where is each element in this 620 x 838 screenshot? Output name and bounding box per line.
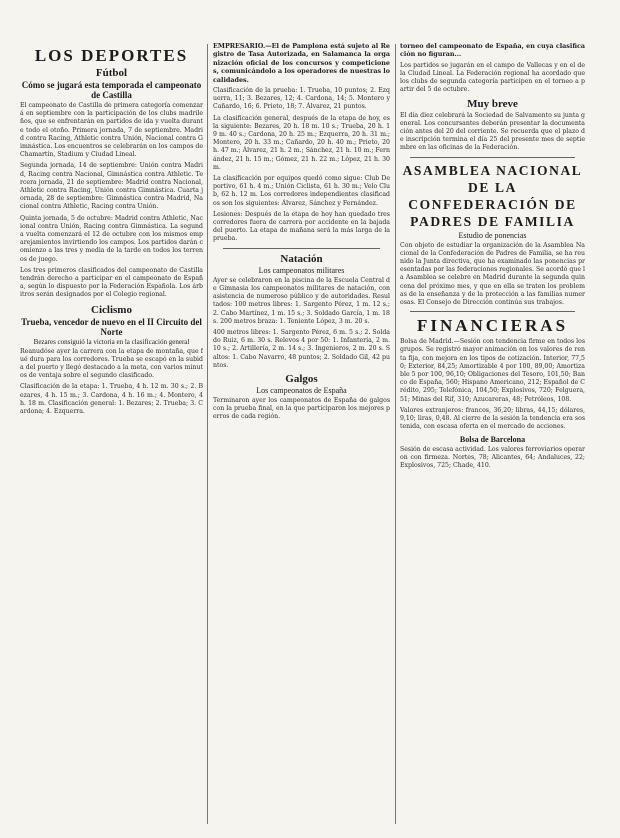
article-paragraph: El campeonato de Castilla de primera categoría comenzará en septiembre con la participación de los clubs madrileños, que se enfrentarán en partidos de ida y vuelta durante todo el otoño. Primera jornada, 7 de septiembre. Madrid contra Racing, Athletic contra Unión, Nacional contra Gimnástica. Los encuentros se celebrarán en los campos de Chamartín, Stadium y Ciudad Lineal. [20, 102, 203, 159]
article-paragraph: Clasificación de la etapa: 1. Trueba, 4 h. 12 m. 30 s.; 2. Bezares, 4 h. 15 m.; 3. Cardona, 4 h. 16 m.; 4. Montero, 4 h. 18 m. Clasificación general: 1. Bezares; 2. Trueba; 3. Cardona; 4. Ezquerra. [20, 383, 203, 416]
subsection-title: Natación [280, 252, 323, 265]
article-paragraph: Reanudóse ayer la carrera con la etapa de montaña, que fué dura para los corredores. Trueba se escapó en la subida del puerto y llegó destacado a la meta, con varios minutos de ventaja sobre el segundo clasificado. [20, 347, 203, 380]
article-paragraph: Segunda jornada, 14 de septiembre: Unión contra Madrid, Racing contra Nacional, Gimnástica contra Athletic. Tercera jornada, 21 de septiembre: Madrid contra Nacional, Athletic contra Racing, Unión contra Gimnástica. Cuarta jornada, 28 de septiembre: Gimnástica contra Madrid, Nacional contra Athletic, Racing contra Unión. [20, 162, 203, 211]
subsection-title: Fútbol [95, 67, 128, 79]
subsection-title: Ciclismo [91, 303, 132, 316]
article-paragraph: La clasificación general, después de la etapa de hoy, es la siguiente: Bezares, 20 h. 18 m. 10 s.; Trueba, 20 h. 19 m. 40 s.; Cardona, 20 h. 25 m.; Ezquerra, 20 h. 31 m.; Montero, 20 h. 33 m.; Cañardo, 20 h. 40 m.; Prieto, 20 h. 47 m.; Álvarez, 21 h. 2 m.; Sánchez, 21 h. 10 m.; Fernández, 21 h. 15 m.; Gómez, 21 h. 22 m.; López, 21 h. 30 m. [213, 114, 390, 171]
column-rule [395, 44, 396, 824]
article-paragraph: Valores extranjeros: francos, 36,20; libras, 44,15; dólares, 9,10; liras, 0,48. Al cierre de la sesión la tendencia era sostenida, con escasa oferta en el mercado de acciones. [400, 406, 585, 431]
article-paragraph: Con objeto de estudiar la organización de la Asamblea Nacional de la Confederación de Padres de Familia, se ha reunido la Junta directiva, que ha examinado las ponencias presentadas por las federaciones regionales. Se acordó que la Asamblea se celebre en Madrid durante la segunda quincena del próximo mes, y que en ella se traten los problemas de la enseñanza y de la protección a las familias numerosas. El Consejo de Dirección continúa sus trabajos. [400, 241, 585, 307]
column-rule [207, 44, 208, 824]
article-paragraph: Bolsa de Madrid.—Sesión con tendencia firme en todos los grupos. Se registró mayor animación en los valores de renta fija, con mejora en los tipos de cotización. Interior, 77,50; Exterior, 84,25; Amortizable 4 por 100, 89,00; Amortizable 5 por 100, 96,10; Obligaciones del Tesoro, 101,50; Banco de España, 560; Hispano Americano, 212; Español de Crédito, 295; Telefónica, 104,50; Explosivos, 720; Felguera, 51; Minas del Rif, 310; Azucareras, 48; Petróleos, 108. [400, 338, 585, 403]
article-paragraph: 400 metros libres: 1. Sargento Pérez, 6 m. 5 s.; 2. Soldado Ruiz, 6 m. 30 s. Relevos 4 por 50: 1. Infantería, 2 m. 10 s.; 2. Artillería, 2 m. 14 s.; 3. Ingenieros, 2 m. 20 s. Saltos: 1. Cabo Navarro, 48 puntos; 2. Soldado Gil, 42 puntos. [213, 328, 390, 369]
article-paragraph: Ayer se celebraron en la piscina de la Escuela Central de Gimnasia los campeonatos militares de natación, con asistencia de numeroso público y de autoridades. Resultados: 100 metros libres: 1. Sargento Pérez, 1 m. 12 s.; 2. Cabo Martínez, 1 m. 15 s.; 3. Soldado García, 1 m. 18 s. 200 metros braza: 1. Teniente López, 3 m. 20 s. [213, 276, 390, 325]
divider [223, 248, 380, 249]
subheadline: Bezares consiguió la victoria en la clasificación general [33, 337, 190, 346]
article-paragraph: El día diez celebrará la Sociedad de Salvamento su junta general. Los concursantes deberán presentar la documentación antes del 20 del corriente. Se recuerda que el plazo de inscripción termina el día 25 del presente mes de septiembre en las oficinas de la Federación. [400, 111, 585, 152]
article-paragraph: Quinta jornada, 5 de octubre: Madrid contra Athletic, Nacional contra Unión, Racing contra Gimnástica. La segunda vuelta comenzará el 12 de octubre con los mismos emparejamientos invirtiendo los campos. Los partidos darán comienzo a las tres y media de la tarde en todos los terrenos de juego. [20, 214, 203, 263]
column-sports [20, 42, 203, 827]
subsection-title: Galgos [285, 372, 318, 385]
section-title: FINANCIERAS [416, 316, 569, 336]
section-title: LOS DEPORTES [34, 46, 189, 65]
article-paragraph: Los partidos se jugarán en el campo de Vallecas y en el de la Ciudad Lineal. La Federación regional ha acordado que los clubs de segunda categoría participen en el torneo a partir del 5 de octubre. [400, 61, 585, 94]
subsection-title: Bolsa de Barcelona [459, 434, 526, 444]
headline: Los campeonatos militares [258, 265, 345, 275]
article-paragraph: Clasificación de la prueba: 1. Trueba, 10 puntos; 2. Ezquerra, 11; 3. Bezares, 12; 4. Cardona, 14; 5. Montero y Cañardo, 16; 6. Prieto, 18; 7. Álvarez, 21 puntos. [213, 87, 390, 111]
headline: Trueba, vencedor de nuevo en el II Circuito del Norte [21, 316, 202, 337]
article-paragraph: Los tres primeros clasificados del campeonato de Castilla tendrán derecho a participar en el campeonato de España, según lo dispuesto por la Federación Española. Los árbitros serán designados por el Colegio regional. [20, 266, 203, 299]
article-paragraph: Terminaron ayer los campeonatos de España de galgos con la prueba final, en la que participaron los mejores perros de cada región. [213, 396, 390, 421]
headline: Los campeonatos de España [256, 385, 347, 395]
column-news-finance [400, 42, 585, 827]
lead-paragraph: torneo del campeonato de España, en cuya clasificación no figuran... [400, 42, 585, 59]
divider [410, 157, 575, 158]
subsection-title: Muy breve [467, 97, 518, 110]
article-paragraph: Sesión de escasa actividad. Los valores ferroviarios operaron con firmeza. Nortes, 78; Alicantes, 64; Andaluces, 22; Explosivos, 725; Chade, 410. [400, 445, 585, 469]
lead-paragraph: EMPRESARIO.—El de Pamplona está sujeto al Registro de Tasa Autorizada, en Salamanca la organización oficial de los concursos y competiciones, comunicándolo a los operadores de nuestras localidades. [213, 42, 390, 84]
divider [410, 311, 575, 312]
article-paragraph: La clasificación por equipos quedó como sigue: Club Deportivo, 61 h. 4 m.; Unión Ciclista, 61 h. 30 m.; Velo Club, 62 h. 12 m. Los corredores independientes clasificados son los siguientes: Álvarez, Sánchez y Fernández. [213, 175, 390, 207]
column-sports-continued [213, 42, 390, 827]
subheadline: Estudio de ponencias [458, 230, 527, 240]
article-paragraph: Lesiones: Después de la etapa de hoy han quedado tres corredores fuera de carrera por accidente en la bajada del puerto. La etapa de mañana será la más larga de la prueba. [213, 210, 390, 243]
headline: Cómo se jugará esta temporada el campeonato de Castilla [21, 80, 202, 100]
section-title: ASAMBLEA NACIONAL DE LA CONFEDERACIÓN DE PADRES DE FAMILIA [402, 162, 583, 229]
